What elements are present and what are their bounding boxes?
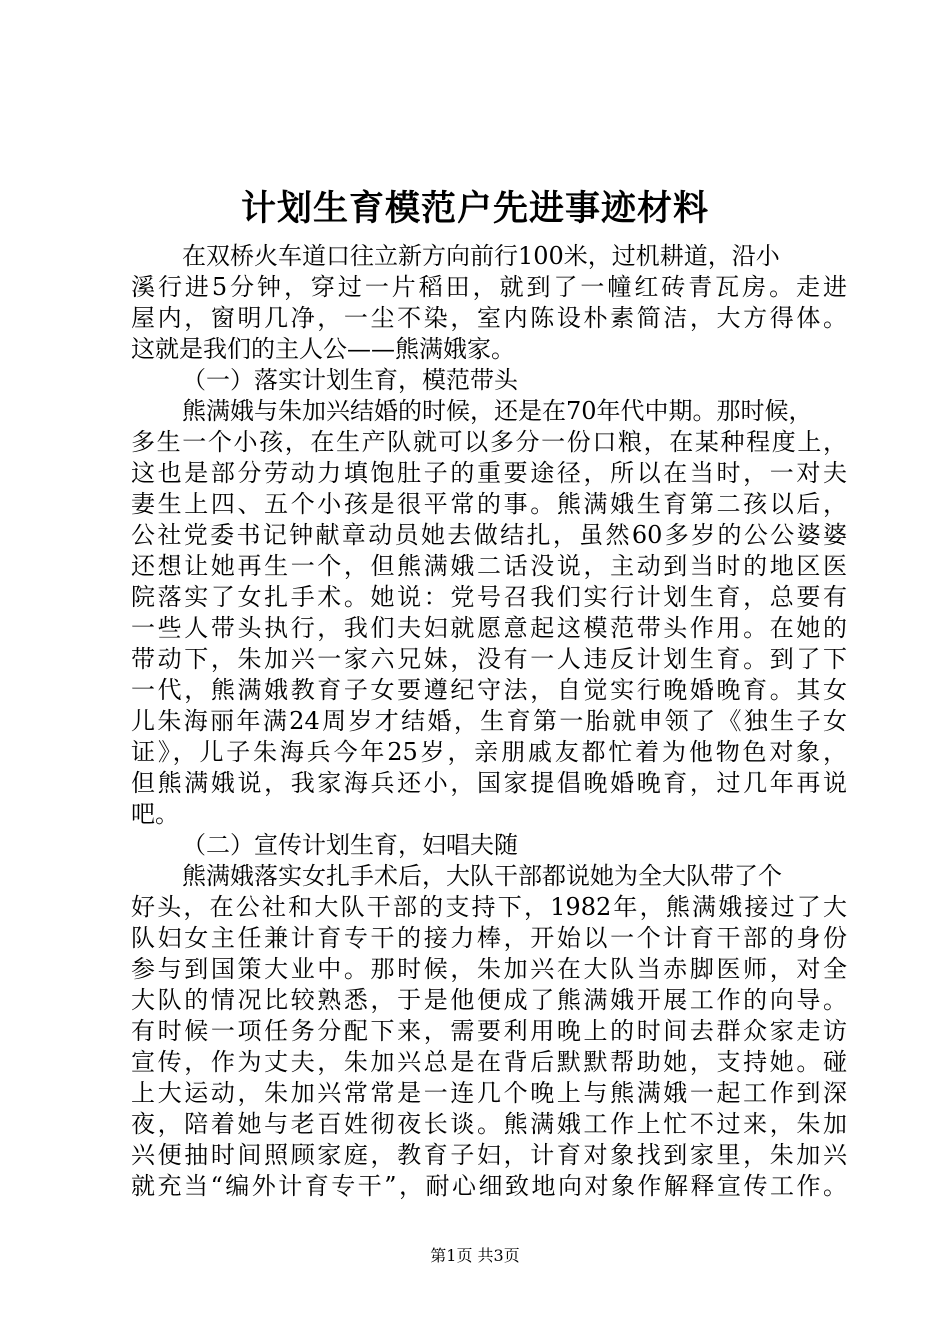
paragraph-line: 熊满娥与朱加兴结婚的时候，还是在70年代中期。那时候， xyxy=(182,397,813,425)
section-heading: （一）落实计划生育，模范带头 xyxy=(182,366,518,394)
paragraph-line: 在双桥火车道口往立新方向前行100米，过机耕道，沿小 xyxy=(182,242,780,270)
paragraph-line: 带动下，朱加兴一家六兄妹，没有一人违反计划生育。到了下 xyxy=(131,645,847,673)
section-heading: （二）宣传计划生育，妇唱夫随 xyxy=(182,831,518,859)
paragraph-line: 但熊满娥说，我家海兵还小，国家提倡晚婚晚育，过几年再说 xyxy=(131,769,847,797)
paragraph-line: 有时候一项任务分配下来，需要利用晚上的时间去群众家走访 xyxy=(131,1017,847,1045)
paragraph-line: 宣传，作为丈夫，朱加兴总是在背后默默帮助她，支持她。碰 xyxy=(131,1048,847,1076)
paragraph-line: 兴便抽时间照顾家庭，教育子妇，计育对象找到家里，朱加兴 xyxy=(131,1141,847,1169)
paragraph-line: 上大运动，朱加兴常常是一连几个晚上与熊满娥一起工作到深 xyxy=(131,1079,847,1107)
paragraph-line: 参与到国策大业中。那时候，朱加兴在大队当赤脚医师，对全 xyxy=(131,955,847,983)
page-indicator: 第1页 共3页 xyxy=(430,1246,520,1265)
paragraph-line: 大队的情况比较熟悉，于是他便成了熊满娥开展工作的向导。 xyxy=(131,986,847,1014)
paragraph-line: 熊满娥落实女扎手术后，大队干部都说她为全大队带了个 xyxy=(182,862,782,890)
paragraph-line: 屋内，窗明几净，一尘不染，室内陈设朴素简洁，大方得体。 xyxy=(131,304,847,332)
paragraph-line: 好头，在公社和大队干部的支持下，1982年，熊满娥接过了大 xyxy=(131,893,847,921)
paragraph-line: 还想让她再生一个，但熊满娥二话没说，主动到当时的地区医 xyxy=(131,552,847,580)
paragraph-line: 一代，熊满娥教育子女要遵纪守法，自觉实行晚婚晚育。其女 xyxy=(131,676,847,704)
paragraph-line: 儿朱海丽年满24周岁才结婚，生育第一胎就申领了《独生子女 xyxy=(131,707,847,735)
paragraph-line: 妻生上四、五个小孩是很平常的事。熊满娥生育第二孩以后， xyxy=(131,490,847,518)
paragraph-line: 多生一个小孩，在生产队就可以多分一份口粮，在某种程度上， xyxy=(131,428,847,456)
paragraph-line: 证》，儿子朱海兵今年25岁，亲朋戚友都忙着为他物色对象， xyxy=(131,738,847,766)
paragraph-line: 队妇女主任兼计育专干的接力棒，开始以一个计育干部的身份 xyxy=(131,924,847,952)
document-title: 计划生育模范户先进事迹材料 xyxy=(240,188,709,229)
paragraph-line: 溪行进5分钟，穿过一片稻田，就到了一幢红砖青瓦房。走进 xyxy=(131,273,847,301)
paragraph-line: 公社党委书记钟献章动员她去做结扎，虽然60多岁的公公婆婆 xyxy=(131,521,847,549)
paragraph-line: 夜，陪着她与老百姓彻夜长谈。熊满娥工作上忙不过来，朱加 xyxy=(131,1110,847,1138)
paragraph-line: 吧。 xyxy=(131,800,179,828)
paragraph-line: 这就是我们的主人公——熊满娥家。 xyxy=(131,335,515,363)
paragraph-line: 一些人带头执行，我们夫妇就愿意起这模范带头作用。在她的 xyxy=(131,614,847,642)
paragraph-line: 院落实了女扎手术。她说：党号召我们实行计划生育，总要有 xyxy=(131,583,847,611)
paragraph-line: 就充当“编外计育专干”，耐心细致地向对象作解释宣传工作。 xyxy=(131,1172,847,1200)
paragraph-line: 这也是部分劳动力填饱肚子的重要途径，所以在当时，一对夫 xyxy=(131,459,847,487)
